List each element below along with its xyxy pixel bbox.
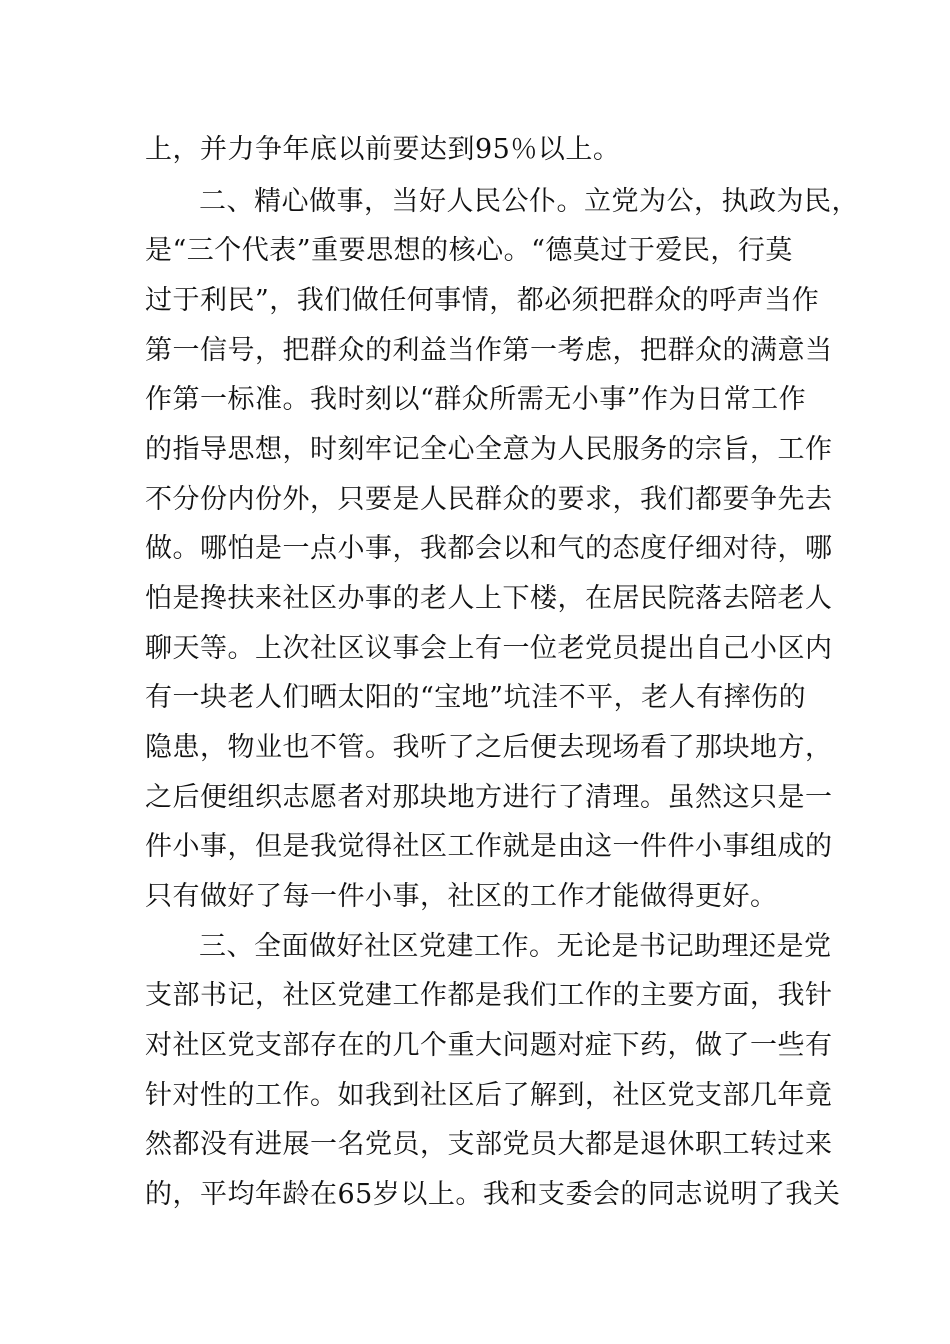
text-line: 件小事，但是我觉得社区工作就是由这一件件小事组成的 <box>145 831 833 862</box>
text-line: 过于利民”，我们做任何事情，都必须把群众的呼声当作 <box>145 285 820 316</box>
text-line: 做。哪怕是一点小事，我都会以和气的态度仔细对待，哪 <box>145 533 833 564</box>
paragraph-heading-line: 三、全面做好社区党建工作。无论是书记助理还是党 <box>199 931 832 962</box>
text-line: 之后便组织志愿者对那块地方进行了清理。虽然这只是一 <box>145 782 833 813</box>
text-line: 的，平均年龄在65岁以上。我和支委会的同志说明了我关 <box>145 1179 841 1210</box>
text-line: 隐患，物业也不管。我听了之后便去现场看了那块地方， <box>145 732 833 763</box>
text-line: 不分份内份外，只要是人民群众的要求，我们都要争先去 <box>145 484 833 515</box>
paragraph-heading-line: 二、精心做事，当好人民公仆。立党为公，执政为民， <box>199 186 859 217</box>
text-line: 有一块老人们晒太阳的“宝地”坑洼不平，老人有摔伤的 <box>145 682 807 713</box>
text-line: 针对性的工作。如我到社区后了解到，社区党支部几年竟 <box>145 1080 833 1111</box>
text-line: 的指导思想，时刻牢记全心全意为人民服务的宗旨，工作 <box>145 434 833 465</box>
text-line: 第一信号，把群众的利益当作第一考虑，把群众的满意当 <box>145 335 833 366</box>
text-line: 支部书记，社区党建工作都是我们工作的主要方面，我针 <box>145 980 833 1011</box>
text-line: 上，并力争年底以前要达到95％以上。 <box>145 134 621 165</box>
text-line: 作第一标准。我时刻以“群众所需无小事”作为日常工作 <box>145 384 807 415</box>
text-line: 聊天等。上次社区议事会上有一位老党员提出自己小区内 <box>145 633 833 664</box>
text-line: 是“三个代表”重要思想的核心。“德莫过于爱民，行莫 <box>145 235 793 266</box>
text-line: 对社区党支部存在的几个重大问题对症下药，做了一些有 <box>145 1030 833 1061</box>
text-line: 只有做好了每一件小事，社区的工作才能做得更好。 <box>145 881 778 912</box>
text-line: 然都没有进展一名党员，支部党员大都是退休职工转过来 <box>145 1129 833 1160</box>
text-line: 怕是搀扶来社区办事的老人上下楼，在居民院落去陪老人 <box>145 583 833 614</box>
